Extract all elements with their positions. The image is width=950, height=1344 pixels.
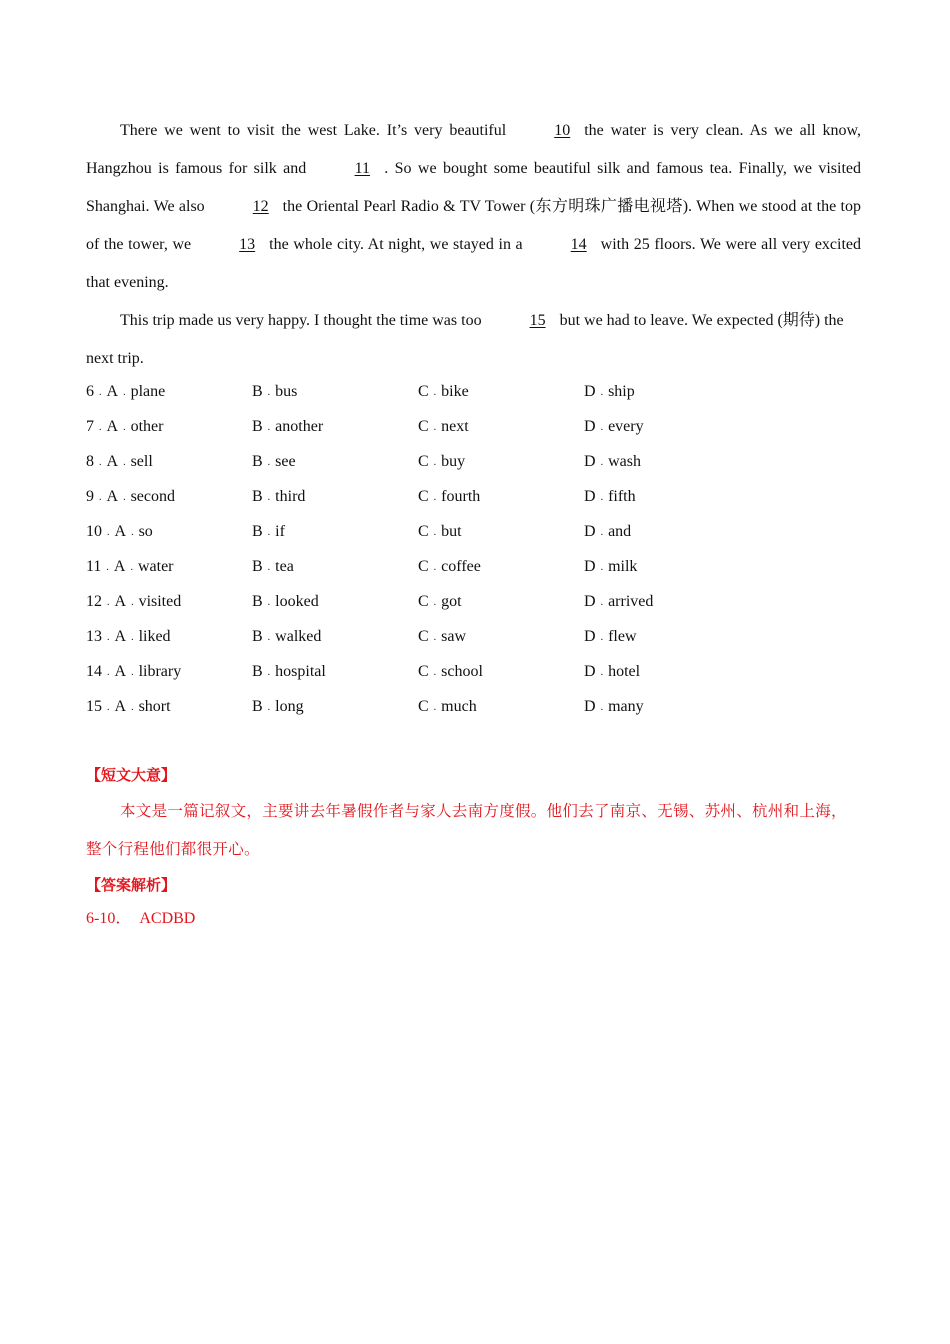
answer-range: 6-10． xyxy=(86,910,132,927)
question-number: 9 xyxy=(86,488,94,505)
question-number: 14 xyxy=(86,663,102,680)
option-b xyxy=(252,479,418,514)
separator-dot: . xyxy=(267,491,271,503)
answer-options xyxy=(86,374,861,724)
option-word: much xyxy=(441,698,477,715)
option-c xyxy=(418,549,584,584)
option-word: water xyxy=(137,558,174,575)
summary-title: 【短文大意】 xyxy=(86,766,177,784)
option-b xyxy=(252,409,418,444)
option-letter: C xyxy=(418,488,429,505)
option-letter: B xyxy=(252,663,263,680)
option-d xyxy=(584,619,750,654)
option-letter: A xyxy=(114,523,127,540)
separator-dot: . xyxy=(107,666,110,678)
option-letter: C xyxy=(418,453,429,470)
separator-dot: . xyxy=(267,561,271,573)
passage-text: but we had to leave. We expected (期待) the next trip. xyxy=(86,312,844,367)
blank-11: 11 xyxy=(354,160,370,177)
option-word: other xyxy=(130,418,164,435)
option-b xyxy=(252,654,418,689)
separator-dot: . xyxy=(433,386,437,398)
separator-dot: . xyxy=(433,561,437,573)
separator-dot: . xyxy=(433,456,437,468)
option-b xyxy=(252,374,418,409)
blank-14: 14 xyxy=(570,236,587,253)
option-word: milk xyxy=(608,558,638,575)
option-letter: C xyxy=(418,523,429,540)
separator-dot: . xyxy=(600,386,604,398)
separator-dot: . xyxy=(600,421,604,433)
separator-dot: . xyxy=(131,701,134,713)
option-row xyxy=(86,514,861,549)
option-a xyxy=(86,689,252,724)
option-c xyxy=(418,689,584,724)
option-letter: B xyxy=(252,453,263,470)
option-word: got xyxy=(441,593,462,610)
option-word: so xyxy=(138,523,153,540)
option-word: ship xyxy=(608,383,635,400)
separator-dot: . xyxy=(433,666,437,678)
option-word: bike xyxy=(441,383,469,400)
blank-10: 10 xyxy=(554,122,571,139)
option-letter: D xyxy=(584,523,596,540)
option-b xyxy=(252,549,418,584)
option-letter: D xyxy=(584,453,596,470)
option-word: third xyxy=(275,488,306,505)
separator-dot: . xyxy=(600,561,604,573)
question-number: 15 xyxy=(86,698,102,715)
option-word: coffee xyxy=(441,558,481,575)
option-c xyxy=(418,584,584,619)
separator-dot: . xyxy=(267,701,271,713)
separator-dot: . xyxy=(130,561,133,573)
option-letter: D xyxy=(584,628,596,645)
option-a xyxy=(86,514,252,549)
option-word: arrived xyxy=(608,593,654,610)
option-a xyxy=(86,374,252,409)
option-d xyxy=(584,444,750,479)
analysis-answer xyxy=(86,902,861,936)
option-word: see xyxy=(275,453,296,470)
separator-dot: . xyxy=(433,491,437,503)
option-letter: C xyxy=(418,663,429,680)
separator-dot: . xyxy=(433,421,437,433)
option-word: wash xyxy=(608,453,641,470)
option-letter: A xyxy=(114,698,127,715)
option-b xyxy=(252,619,418,654)
option-b xyxy=(252,444,418,479)
question-number: 13 xyxy=(86,628,102,645)
option-letter: A xyxy=(114,663,127,680)
option-word: many xyxy=(608,698,644,715)
option-letter: D xyxy=(584,698,596,715)
option-a xyxy=(86,409,252,444)
option-word: library xyxy=(138,663,182,680)
option-b xyxy=(252,689,418,724)
option-word: sell xyxy=(130,453,153,470)
option-c xyxy=(418,619,584,654)
option-d xyxy=(584,409,750,444)
passage-text: the Oriental Pearl Radio & TV Tower (东方明珠广播电视塔). When we stood at the top of the tower, we xyxy=(86,198,861,253)
option-d xyxy=(584,584,750,619)
passage-paragraph-2 xyxy=(86,302,861,378)
question-number: 6 xyxy=(86,383,94,400)
option-row xyxy=(86,549,861,584)
option-c xyxy=(418,409,584,444)
option-word: every xyxy=(608,418,644,435)
option-word: next xyxy=(441,418,469,435)
option-a xyxy=(86,654,252,689)
option-letter: C xyxy=(418,383,429,400)
question-number: 8 xyxy=(86,453,94,470)
passage-paragraph-1 xyxy=(86,112,861,302)
option-word: fourth xyxy=(441,488,481,505)
option-word: hotel xyxy=(608,663,641,680)
option-word: and xyxy=(608,523,632,540)
option-word: hospital xyxy=(275,663,326,680)
separator-dot: . xyxy=(267,631,271,643)
option-letter: D xyxy=(584,418,596,435)
separator-dot: . xyxy=(267,666,271,678)
option-word: tea xyxy=(275,558,294,575)
separator-dot: . xyxy=(600,596,604,608)
option-letter: A xyxy=(106,383,119,400)
option-d xyxy=(584,514,750,549)
option-b xyxy=(252,584,418,619)
passage-text: . So we bought some beautiful silk and famous tea. Finally, we visited Shanghai. We also xyxy=(86,160,861,215)
option-row xyxy=(86,654,861,689)
blank-13: 13 xyxy=(239,236,256,253)
option-row xyxy=(86,619,861,654)
option-letter: B xyxy=(252,418,263,435)
option-d xyxy=(584,479,750,514)
option-a xyxy=(86,479,252,514)
separator-dot: . xyxy=(267,456,271,468)
passage-text: the water is very clean. As we all know, Hangzhou is famous for silk and xyxy=(86,122,861,177)
option-row xyxy=(86,444,861,479)
passage-text: with 25 floors. We were all very excited that evening. xyxy=(86,236,862,291)
option-word: short xyxy=(138,698,171,715)
separator-dot: . xyxy=(433,631,437,643)
option-letter: B xyxy=(252,523,263,540)
option-letter: D xyxy=(584,383,596,400)
option-letter: C xyxy=(418,698,429,715)
separator-dot: . xyxy=(131,631,134,643)
option-word: second xyxy=(130,488,175,505)
option-letter: A xyxy=(114,628,127,645)
option-word: another xyxy=(275,418,324,435)
option-row xyxy=(86,689,861,724)
option-letter: D xyxy=(584,663,596,680)
option-letter: B xyxy=(252,488,263,505)
option-word: long xyxy=(275,698,304,715)
option-letter: D xyxy=(584,488,596,505)
separator-dot: . xyxy=(433,701,437,713)
separator-dot: . xyxy=(107,701,110,713)
option-letter: B xyxy=(252,698,263,715)
option-letter: C xyxy=(418,593,429,610)
option-letter: A xyxy=(106,453,119,470)
option-row xyxy=(86,479,861,514)
analysis-title: 【答案解析】 xyxy=(86,876,177,894)
option-word: but xyxy=(441,523,462,540)
separator-dot: . xyxy=(267,386,271,398)
option-word: plane xyxy=(130,383,166,400)
separator-dot: . xyxy=(99,456,102,468)
option-d xyxy=(584,654,750,689)
separator-dot: . xyxy=(433,596,437,608)
option-word: flew xyxy=(608,628,637,645)
separator-dot: . xyxy=(106,561,109,573)
option-letter: A xyxy=(106,418,119,435)
option-a xyxy=(86,584,252,619)
option-row xyxy=(86,584,861,619)
option-letter: C xyxy=(418,418,429,435)
option-word: school xyxy=(441,663,483,680)
question-number: 11 xyxy=(86,558,102,575)
question-number: 10 xyxy=(86,523,102,540)
separator-dot: . xyxy=(123,421,126,433)
option-a xyxy=(86,444,252,479)
separator-dot: . xyxy=(600,701,604,713)
option-a xyxy=(86,619,252,654)
separator-dot: . xyxy=(107,526,110,538)
option-word: looked xyxy=(275,593,319,610)
separator-dot: . xyxy=(107,596,110,608)
separator-dot: . xyxy=(600,526,604,538)
option-word: if xyxy=(275,523,285,540)
option-d xyxy=(584,689,750,724)
option-letter: A xyxy=(114,593,127,610)
separator-dot: . xyxy=(99,421,102,433)
option-letter: A xyxy=(113,558,126,575)
option-b xyxy=(252,514,418,549)
passage-text: There we went to visit the west Lake. It’s very beautiful xyxy=(120,122,507,139)
separator-dot: . xyxy=(600,456,604,468)
option-d xyxy=(584,374,750,409)
option-word: visited xyxy=(138,593,182,610)
separator-dot: . xyxy=(123,456,126,468)
separator-dot: . xyxy=(267,526,271,538)
question-number: 12 xyxy=(86,593,102,610)
option-letter: D xyxy=(584,593,596,610)
separator-dot: . xyxy=(131,596,134,608)
option-a xyxy=(86,549,252,584)
option-letter: B xyxy=(252,558,263,575)
option-word: liked xyxy=(138,628,171,645)
question-number: 7 xyxy=(86,418,94,435)
separator-dot: . xyxy=(267,421,271,433)
separator-dot: . xyxy=(107,631,110,643)
separator-dot: . xyxy=(123,386,126,398)
passage-text: the whole city. At night, we stayed in a xyxy=(269,236,523,253)
separator-dot: . xyxy=(99,491,102,503)
option-d xyxy=(584,549,750,584)
answer-key: ACDBD xyxy=(139,910,196,927)
option-letter: B xyxy=(252,593,263,610)
separator-dot: . xyxy=(123,491,126,503)
option-word: fifth xyxy=(608,488,636,505)
separator-dot: . xyxy=(99,386,102,398)
separator-dot: . xyxy=(600,491,604,503)
option-word: bus xyxy=(275,383,298,400)
separator-dot: . xyxy=(131,526,134,538)
option-word: saw xyxy=(441,628,467,645)
option-row xyxy=(86,374,861,409)
separator-dot: . xyxy=(600,666,604,678)
option-c xyxy=(418,374,584,409)
separator-dot: . xyxy=(433,526,437,538)
separator-dot: . xyxy=(131,666,134,678)
option-c xyxy=(418,444,584,479)
separator-dot: . xyxy=(267,596,271,608)
blank-12: 12 xyxy=(252,198,269,215)
option-c xyxy=(418,654,584,689)
separator-dot: . xyxy=(600,631,604,643)
option-letter: D xyxy=(584,558,596,575)
passage-text: This trip made us very happy. I thought the time was too xyxy=(120,312,482,329)
option-word: walked xyxy=(275,628,322,645)
option-letter: C xyxy=(418,628,429,645)
option-c xyxy=(418,514,584,549)
option-row xyxy=(86,409,861,444)
option-letter: B xyxy=(252,628,263,645)
option-letter: C xyxy=(418,558,429,575)
option-letter: A xyxy=(106,488,119,505)
blank-15: 15 xyxy=(529,312,546,329)
summary-text: 本文是一篇记叙文，主要讲去年暑假作者与家人去南方度假。他们去了南京、无锡、苏州、杭州和上海，整个行程他们都很开心。 xyxy=(86,802,847,858)
option-letter: B xyxy=(252,383,263,400)
option-c xyxy=(418,479,584,514)
option-word: buy xyxy=(441,453,466,470)
document-page xyxy=(86,112,861,936)
